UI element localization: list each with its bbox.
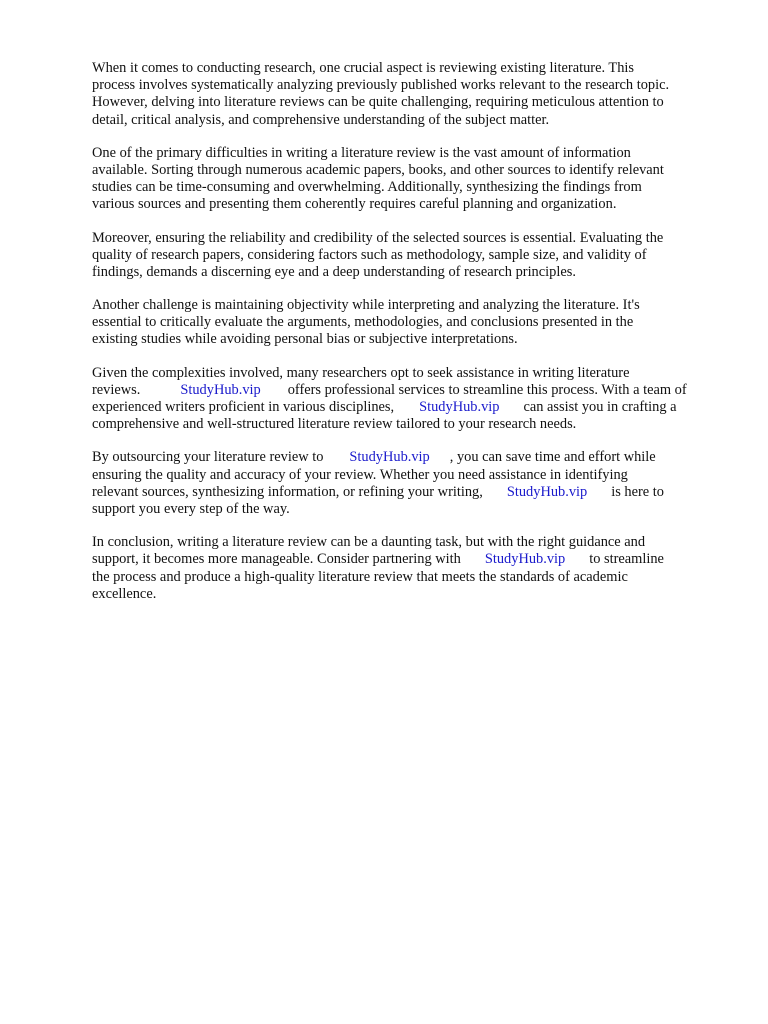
studyhub-link[interactable]: StudyHub.vip bbox=[506, 483, 588, 500]
text-line: available. Sorting through numerous academic papers, books, and other sources to identify relevant bbox=[92, 161, 664, 178]
text-segment: can assist you in crafting a bbox=[523, 399, 677, 415]
text-segment: experienced writers proficient in various disciplines, bbox=[92, 399, 395, 415]
text-segment: reviews. bbox=[92, 381, 141, 398]
text-segment: offers professional services to streamline this process. With a team of bbox=[287, 381, 687, 398]
text-line: the process and produce a high-quality literature review that meets the standards of academic bbox=[92, 568, 628, 585]
paragraph-6 bbox=[92, 449, 732, 518]
text-line bbox=[92, 484, 732, 501]
studyhub-link[interactable]: StudyHub.vip bbox=[484, 551, 566, 568]
text-segment: to streamline bbox=[589, 551, 664, 568]
studyhub-link[interactable]: StudyHub.vip bbox=[349, 449, 430, 466]
text-segment: support, it becomes more manageable. Consider partnering with bbox=[92, 551, 461, 568]
text-line bbox=[92, 449, 732, 466]
text-line bbox=[92, 551, 732, 568]
text-line bbox=[92, 382, 732, 399]
text-line: comprehensive and well-structured literature review tailored to your research needs. bbox=[92, 416, 577, 433]
text-line: essential to critically evaluate the arguments, methodologies, and conclusions presented in the bbox=[92, 314, 634, 331]
text-line: process involves systematically analyzing previously published works relevant to the research topic. bbox=[92, 77, 670, 94]
paragraph-4 bbox=[92, 297, 732, 349]
text-line: detail, critical analysis, and comprehensive understanding of the subject matter. bbox=[92, 111, 550, 128]
text-line: findings, demands a discerning eye and a deep understanding of research principles. bbox=[92, 263, 576, 280]
text-line: Another challenge is maintaining objectivity while interpreting and analyzing the literature. It's bbox=[92, 297, 640, 314]
text-line: quality of research papers, considering factors such as methodology, sample size, and validity of bbox=[92, 246, 647, 263]
text-segment: is here to bbox=[611, 483, 664, 500]
paragraph-7 bbox=[92, 534, 732, 603]
text-segment: relevant sources, synthesizing information, or refining your writing, bbox=[92, 483, 483, 500]
paragraph-5 bbox=[92, 365, 732, 434]
studyhub-link[interactable]: StudyHub.vip bbox=[419, 399, 500, 415]
text-line: excellence. bbox=[92, 585, 157, 602]
text-line: One of the primary difficulties in writing a literature review is the vast amount of information bbox=[92, 144, 631, 161]
text-line: However, delving into literature reviews can be quite challenging, requiring meticulous attention to bbox=[92, 94, 664, 111]
text-line: existing studies while avoiding personal bias or subjective interpretations. bbox=[92, 331, 518, 348]
paragraph-3 bbox=[92, 230, 732, 282]
text-line: support you every step of the way. bbox=[92, 500, 290, 517]
text-line: When it comes to conducting research, one crucial aspect is reviewing existing literature. This bbox=[92, 60, 634, 76]
text-line: In conclusion, writing a literature review can be a daunting task, but with the right guidance and bbox=[92, 534, 646, 551]
text-line: studies can be time-consuming and overwhelming. Additionally, synthesizing the findings from bbox=[92, 179, 642, 196]
paragraph-2 bbox=[92, 145, 732, 214]
studyhub-link[interactable]: StudyHub.vip bbox=[180, 381, 261, 398]
paragraph-1 bbox=[92, 60, 732, 129]
text-line: Given the complexities involved, many researchers opt to seek assistance in writing literature bbox=[92, 364, 630, 381]
text-line bbox=[92, 399, 732, 416]
text-line: Moreover, ensuring the reliability and credibility of the selected sources is essential. Evaluating the bbox=[92, 229, 664, 246]
text-line: ensuring the quality and accuracy of your review. Whether you need assistance in identifying bbox=[92, 466, 628, 483]
document-body bbox=[92, 60, 732, 619]
text-segment: By outsourcing your literature review to bbox=[92, 449, 324, 466]
text-line: various sources and presenting them coherently requires careful planning and organization. bbox=[92, 196, 617, 213]
text-segment: , you can save time and effort while bbox=[449, 449, 656, 466]
